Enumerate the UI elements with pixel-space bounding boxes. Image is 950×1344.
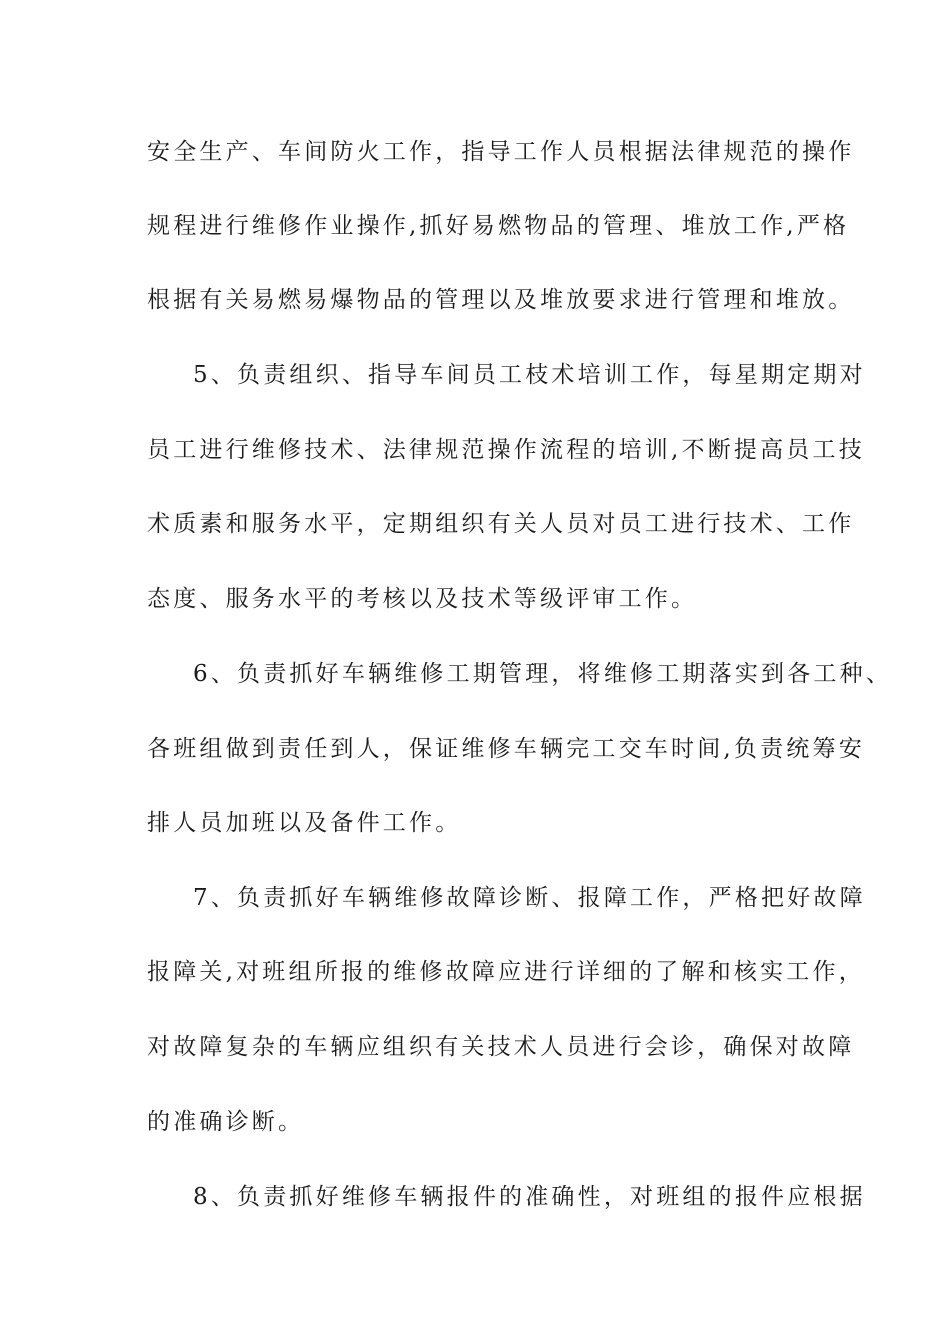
paragraph-7-start: 7、负责抓好车辆维修故障诊断、报障工作，严格把好故障	[193, 885, 866, 911]
text-line: 对故障复杂的车辆应组织有关技术人员进行会诊，确保对故障	[147, 1034, 855, 1060]
paragraph-6-start: 6、负责抓好车辆维修工期管理，将维修工期落实到各工种、	[193, 661, 893, 687]
text-line: 态度、服务水平的考核以及技术等级评审工作。	[147, 586, 698, 612]
text-line: 安全生产、车间防火工作，指导工作人员根据法律规范的操作	[147, 139, 855, 165]
text-line: 报障关,对班组所报的维修故障应进行详细的了解和核实工作，	[147, 959, 865, 985]
text-line: 员工进行维修技术、法律规范操作流程的培训,不断提高员工技	[147, 437, 865, 463]
text-line: 排人员加班以及备件工作。	[147, 810, 462, 836]
paragraph-8-start: 8、负责抓好维修车辆报件的准确性，对班组的报件应根据	[193, 1184, 866, 1210]
text-line: 根据有关易燃易爆物品的管理以及堆放要求进行管理和堆放。	[147, 287, 855, 313]
text-line: 术质素和服务水平，定期组织有关人员对员工进行技术、工作	[147, 511, 855, 537]
text-line: 各班组做到责任到人，保证维修车辆完工交车时间,负责统筹安	[147, 736, 865, 762]
paragraph-5-start: 5、负责组织、指导车间员工枝术培训工作，每星期定期对	[193, 362, 866, 388]
text-line: 规程进行维修作业操作,抓好易燃物品的管理、堆放工作,严格	[147, 213, 850, 239]
text-line: 的准确诊断。	[147, 1109, 305, 1135]
